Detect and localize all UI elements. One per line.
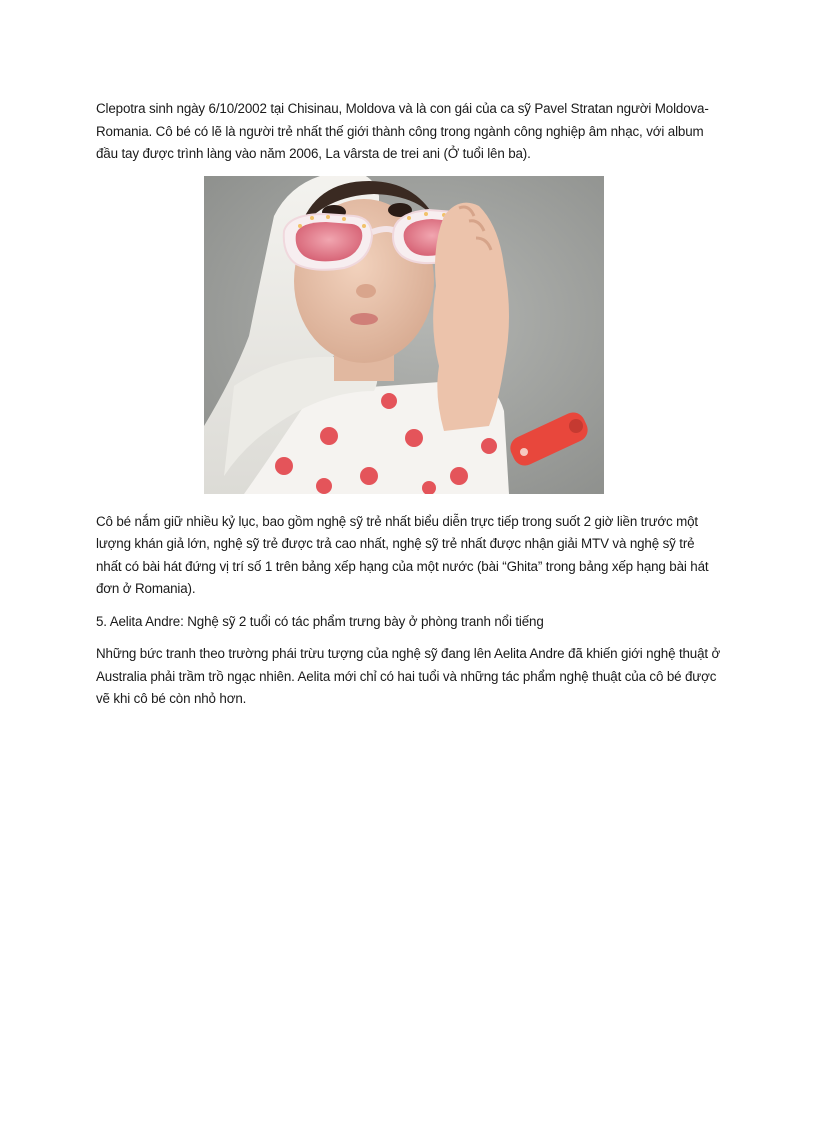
- document-page: [96, 98, 721, 711]
- paragraph-intro: Clepotra sinh ngày 6/10/2002 tại Chisinau, Moldova và là con gái của ca sỹ Pavel Stratan người Moldova-Romania. Cô bé có lẽ là người trẻ nhất thế giới thành công trong ngành công nghiệp âm nhạc, với album đầu tay được trình làng vào năm 2006, La vârsta de trei ani (Ở tuổi lên ba).: [96, 101, 709, 161]
- paragraph-aelita: Những bức tranh theo trường phái trừu tượng của nghệ sỹ đang lên Aelita Andre đã khiến giới nghệ thuật ở Australia phải trầm trồ ngạc nhiên. Aelita mới chỉ có hai tuổi và những tác phẩm nghệ thuật của cô bé được vẽ khi cô bé còn nhỏ hơn.: [96, 646, 721, 706]
- girl-sunglasses-photo: [204, 176, 604, 494]
- section-heading: 5. Aelita Andre: Nghệ sỹ 2 tuổi có tác phẩm trưng bày ở phòng tranh nổi tiếng: [96, 613, 544, 629]
- photo-illustration: [204, 176, 604, 494]
- paragraph-records: Cô bé nắm giữ nhiều kỷ lục, bao gồm nghệ sỹ trẻ nhất biểu diễn trực tiếp trong suốt 2 giờ liền trước một lượng khán giả lớn, nghệ sỹ trẻ được trả cao nhất, nghệ sỹ trẻ nhất được nhận giải MTV và nghệ sỹ trẻ nhất có bài hát đứng vị trí số 1 trên bảng xếp hạng của một nước (bài “Ghita” trong bảng xếp hạng bài hát đơn ở Romania).: [96, 513, 709, 596]
